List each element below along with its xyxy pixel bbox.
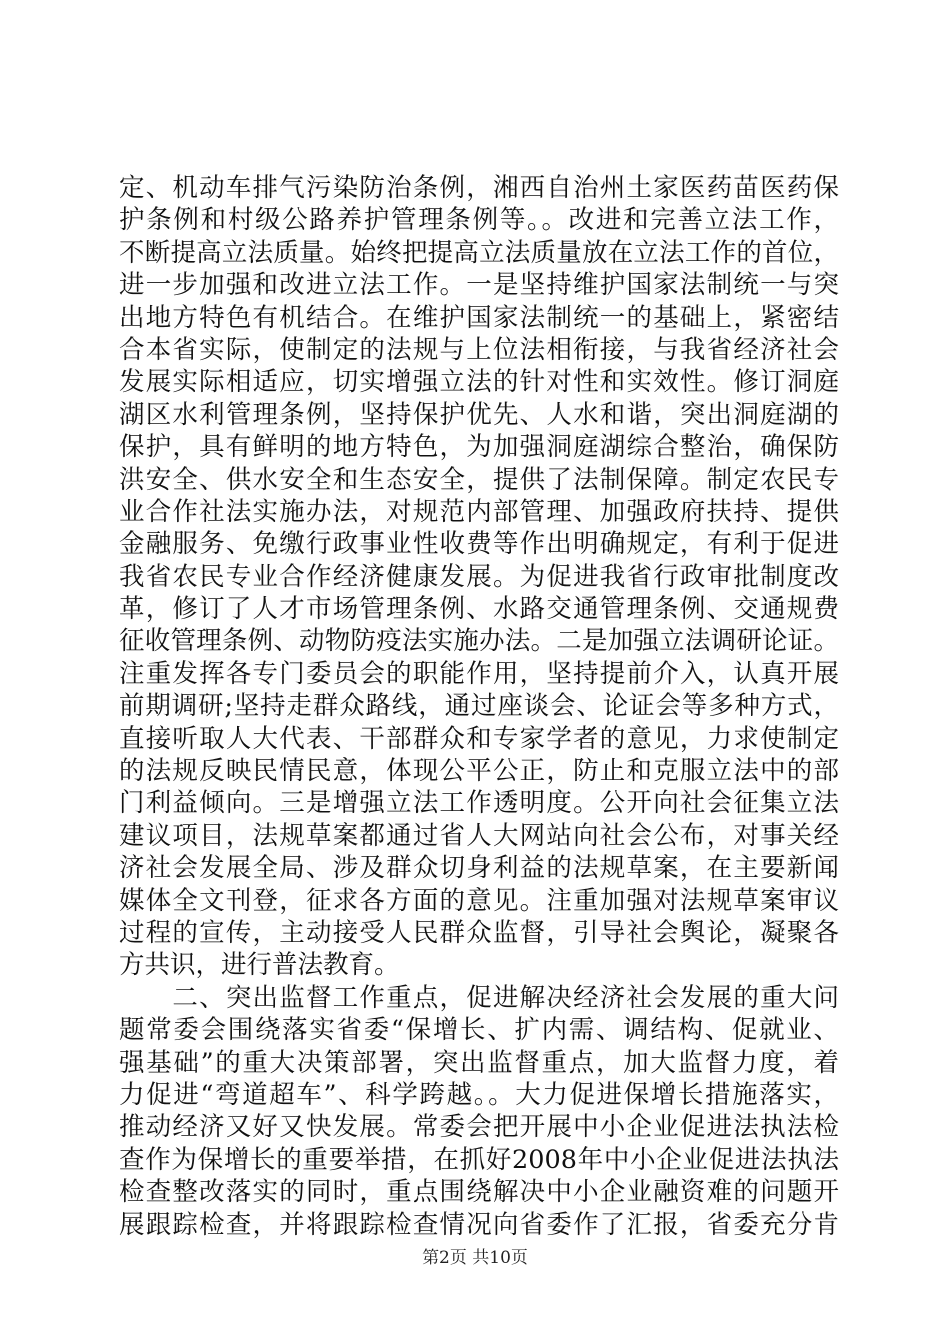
text-line: 检查整改落实的同时，重点围绕解决中小企业融资难的问题开 bbox=[119, 1177, 839, 1208]
text-line: 洪安全、供水安全和生态安全，提供了法制保障。制定农民专 bbox=[119, 464, 839, 495]
text-line: 征收管理条例、动物防疫法实施办法。二是加强立法调研论证。 bbox=[119, 626, 839, 657]
text-line: 门利益倾向。三是增强立法工作透明度。公开向社会征集立法 bbox=[119, 788, 839, 819]
text-line: 定、机动车排气污染防治条例，湘西自治州土家医药苗医药保 bbox=[119, 173, 839, 203]
text-line: 二、突出监督工作重点，促进解决经济社会发展的重大问 bbox=[119, 982, 839, 1013]
text-line: 过程的宣传，主动接受人民群众监督，引导社会舆论，凝聚各 bbox=[119, 917, 839, 948]
text-line: 展跟踪检查，并将跟踪检查情况向省委作了汇报，省委充分肯 bbox=[119, 1209, 839, 1240]
text-line: 护条例和村级公路养护管理条例等。。改进和完善立法工作， bbox=[119, 205, 839, 236]
document-body bbox=[119, 172, 839, 1241]
text-line: 保护，具有鲜明的地方特色，为加强洞庭湖综合整治，确保防 bbox=[119, 432, 839, 463]
text-line: 不断提高立法质量。始终把提高立法质量放在立法工作的首位， bbox=[119, 237, 839, 268]
text-line: 我省农民专业合作经济健康发展。为促进我省行政审批制度改 bbox=[119, 561, 839, 592]
text-line: 建议项目，法规草案都通过省人大网站向社会公布，对事关经 bbox=[119, 820, 839, 851]
text-line: 发展实际相适应，切实增强立法的针对性和实效性。修订洞庭 bbox=[119, 367, 839, 398]
text-line: 查作为保增长的重要举措，在抓好2008年中小企业促进法执法 bbox=[119, 1144, 839, 1175]
text-line: 合本省实际，使制定的法规与上位法相衔接，与我省经济社会 bbox=[119, 334, 839, 365]
page-footer: 第2页 共10页 bbox=[422, 1248, 528, 1268]
text-line: 湖区水利管理条例，坚持保护优先、人水和谐，突出洞庭湖的 bbox=[119, 399, 839, 430]
text-line: 金融服务、免缴行政事业性收费等作出明确规定，有利于促进 bbox=[119, 529, 839, 560]
text-line: 革，修订了人才市场管理条例、水路交通管理条例、交通规费 bbox=[119, 594, 839, 625]
text-line: 济社会发展全局、涉及群众切身利益的法规草案，在主要新闻 bbox=[119, 853, 839, 884]
text-line: 题常委会围绕落实省委“保增长、扩内需、调结构、促就业、 bbox=[119, 1015, 839, 1046]
text-line: 出地方特色有机结合。在维护国家法制统一的基础上，紧密结 bbox=[119, 302, 839, 333]
text-line: 媒体全文刊登，征求各方面的意见。注重加强对法规草案审议 bbox=[119, 885, 839, 916]
text-line: 强基础”的重大决策部署，突出监督重点，加大监督力度，着 bbox=[119, 1047, 839, 1078]
text-line: 推动经济又好又快发展。常委会把开展中小企业促进法执法检 bbox=[119, 1112, 839, 1143]
text-line: 业合作社法实施办法，对规范内部管理、加强政府扶持、提供 bbox=[119, 496, 839, 527]
text-line: 前期调研;坚持走群众路线，通过座谈会、论证会等多种方式， bbox=[119, 691, 839, 722]
text-line: 力促进“弯道超车”、科学跨越。。大力促进保增长措施落实， bbox=[119, 1079, 839, 1110]
text-line: 的法规反映民情民意，体现公平公正，防止和克服立法中的部 bbox=[119, 756, 839, 787]
text-line: 直接听取人大代表、干部群众和专家学者的意见，力求使制定 bbox=[119, 723, 839, 754]
text-line: 注重发挥各专门委员会的职能作用，坚持提前介入，认真开展 bbox=[119, 658, 839, 689]
text-line: 进一步加强和改进立法工作。一是坚持维护国家法制统一与突 bbox=[119, 270, 839, 301]
text-line: 方共识，进行普法教育。 bbox=[119, 950, 400, 981]
